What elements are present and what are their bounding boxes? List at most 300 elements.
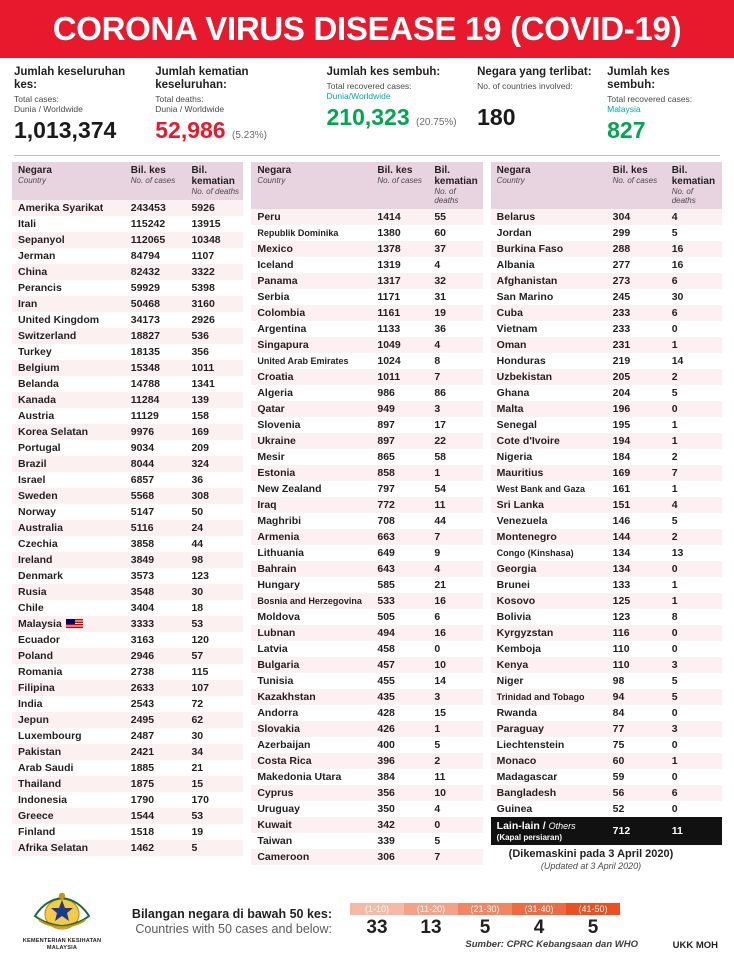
deaths-count: 2926 bbox=[185, 312, 243, 328]
country-name: Cuba bbox=[491, 305, 607, 321]
cases-count: 1544 bbox=[125, 808, 186, 824]
table-header-row bbox=[491, 162, 722, 209]
deaths-count: 308 bbox=[185, 488, 243, 504]
deaths-count: 4 bbox=[666, 497, 722, 513]
table-row bbox=[251, 561, 482, 577]
deaths-count: 1107 bbox=[185, 248, 243, 264]
table-row bbox=[491, 385, 722, 401]
table-row bbox=[491, 529, 722, 545]
table-row bbox=[12, 296, 243, 312]
deaths-count: 98 bbox=[185, 552, 243, 568]
deaths-count: 0 bbox=[666, 769, 722, 785]
table-row bbox=[251, 289, 482, 305]
cases-count: 2946 bbox=[125, 648, 186, 664]
cases-count: 299 bbox=[607, 225, 666, 241]
country-name: Norway bbox=[12, 504, 125, 520]
table-row bbox=[251, 545, 482, 561]
table-row bbox=[12, 280, 243, 296]
deaths-count: 3 bbox=[428, 401, 482, 417]
deaths-count: 24 bbox=[185, 520, 243, 536]
country-name: Cote d'Ivoire bbox=[491, 433, 607, 449]
table-row bbox=[12, 504, 243, 520]
deaths-count: 5926 bbox=[185, 200, 243, 216]
country-name: Taiwan bbox=[251, 833, 371, 849]
cases-count: 1319 bbox=[371, 257, 428, 273]
deaths-count: 72 bbox=[185, 696, 243, 712]
table-row bbox=[251, 849, 482, 865]
table-row bbox=[12, 568, 243, 584]
table-row bbox=[491, 465, 722, 481]
deaths-count: 2 bbox=[666, 369, 722, 385]
cases-count: 77 bbox=[607, 721, 666, 737]
deaths-count: 1 bbox=[666, 593, 722, 609]
country-table-column-2 bbox=[251, 162, 482, 865]
cases-count: 306 bbox=[371, 849, 428, 865]
summary-countries-involved bbox=[477, 66, 603, 149]
country-name: Bolivia bbox=[491, 609, 607, 625]
deaths-count: 15 bbox=[185, 776, 243, 792]
deaths-count: 356 bbox=[185, 344, 243, 360]
deaths-count: 123 bbox=[185, 568, 243, 584]
cases-count: 219 bbox=[607, 353, 666, 369]
deaths-count: 16 bbox=[666, 257, 722, 273]
cases-count: 1380 bbox=[371, 225, 428, 241]
country-name: Ghana bbox=[491, 385, 607, 401]
deaths-count: 30 bbox=[185, 584, 243, 600]
cases-count: 50468 bbox=[125, 296, 186, 312]
cases-count: 116 bbox=[607, 625, 666, 641]
country-name: Armenia bbox=[251, 529, 371, 545]
deaths-count: 21 bbox=[185, 760, 243, 776]
cases-count: 1171 bbox=[371, 289, 428, 305]
moh-logo-block bbox=[0, 890, 118, 952]
summary-title: Jumlah kes sembuh: bbox=[326, 66, 441, 78]
deaths-count: 3 bbox=[666, 657, 722, 673]
country-name: Romania bbox=[12, 664, 125, 680]
country-name: Jordan bbox=[491, 225, 607, 241]
country-name: Montenegro bbox=[491, 529, 607, 545]
cases-count: 2495 bbox=[125, 712, 186, 728]
cases-count: 6857 bbox=[125, 472, 186, 488]
table-row bbox=[491, 689, 722, 705]
table-header-row bbox=[251, 162, 482, 209]
bucket-value: 4 bbox=[533, 917, 545, 938]
country-name: Kyrgyzstan bbox=[491, 625, 607, 641]
header-deaths: Bil. kematian No. of deaths bbox=[185, 162, 243, 200]
table-row bbox=[491, 673, 722, 689]
country-name: China bbox=[12, 264, 125, 280]
table-row bbox=[12, 776, 243, 792]
deaths-count: 0 bbox=[666, 625, 722, 641]
table-body-column-1 bbox=[12, 200, 243, 856]
table-row bbox=[251, 209, 482, 225]
cases-count: 396 bbox=[371, 753, 428, 769]
table-row bbox=[491, 609, 722, 625]
country-name: Monaco bbox=[491, 753, 607, 769]
country-name: Qatar bbox=[251, 401, 371, 417]
cases-count: 400 bbox=[371, 737, 428, 753]
deaths-count: 5 bbox=[185, 840, 243, 856]
deaths-count: 0 bbox=[666, 801, 722, 817]
header-deaths: Bil. kematian No. of deaths bbox=[428, 162, 482, 209]
deaths-count: 62 bbox=[185, 712, 243, 728]
cases-count: 1317 bbox=[371, 273, 428, 289]
cases-count: 1462 bbox=[125, 840, 186, 856]
cases-count: 9034 bbox=[125, 440, 186, 456]
cases-count: 144 bbox=[607, 529, 666, 545]
header-deaths: Bil. kematian No. of deaths bbox=[666, 162, 722, 209]
deaths-count: 11 bbox=[428, 497, 482, 513]
deaths-count: 6 bbox=[428, 609, 482, 625]
bucket-value: 33 bbox=[366, 917, 388, 938]
country-name: Republik Dominika bbox=[251, 225, 371, 241]
country-name: Greece bbox=[12, 808, 125, 824]
deaths-count: 4 bbox=[666, 209, 722, 225]
malaysia-flag-icon bbox=[66, 619, 83, 628]
table-row bbox=[251, 673, 482, 689]
cases-count: 708 bbox=[371, 513, 428, 529]
summary-subtitle bbox=[607, 94, 714, 114]
cases-count: 151 bbox=[607, 497, 666, 513]
table-row bbox=[251, 801, 482, 817]
table-row bbox=[491, 513, 722, 529]
summary-sub2: Dunia/Worldwide bbox=[326, 91, 391, 101]
table-row bbox=[12, 536, 243, 552]
cases-count: 277 bbox=[607, 257, 666, 273]
deaths-count: 1341 bbox=[185, 376, 243, 392]
moh-logo-icon bbox=[29, 890, 95, 936]
country-name: Malaysia bbox=[12, 616, 125, 632]
country-name: Cyprus bbox=[251, 785, 371, 801]
deaths-count: 7 bbox=[428, 369, 482, 385]
deaths-count: 50 bbox=[185, 504, 243, 520]
cases-count: 245 bbox=[607, 289, 666, 305]
country-name: Lithuania bbox=[251, 545, 371, 561]
deaths-count: 0 bbox=[428, 641, 482, 657]
deaths-count: 0 bbox=[666, 561, 722, 577]
bucket-range-label: (11-20) bbox=[404, 903, 458, 915]
deaths-count: 8 bbox=[666, 609, 722, 625]
cases-count: 342 bbox=[371, 817, 428, 833]
deaths-count: 14 bbox=[428, 673, 482, 689]
table-row bbox=[251, 241, 482, 257]
cases-count: 3849 bbox=[125, 552, 186, 568]
table-row bbox=[491, 273, 722, 289]
summary-value bbox=[155, 117, 316, 149]
country-name: Itali bbox=[12, 216, 125, 232]
summary-value bbox=[14, 117, 145, 143]
table-row bbox=[251, 593, 482, 609]
country-name: Switzerland bbox=[12, 328, 125, 344]
country-name: Argentina bbox=[251, 321, 371, 337]
cases-count: 123 bbox=[607, 609, 666, 625]
bucket-range-label: (41-50) bbox=[566, 903, 620, 915]
deaths-count: 5398 bbox=[185, 280, 243, 296]
table-row bbox=[491, 209, 722, 225]
table-row bbox=[12, 392, 243, 408]
footer-label-my: Bilangan negara di bawah 50 kes: bbox=[131, 906, 332, 921]
others-row bbox=[491, 817, 722, 845]
table-row bbox=[12, 248, 243, 264]
country-name: Pakistan bbox=[12, 744, 125, 760]
table-row bbox=[12, 216, 243, 232]
cases-count: 663 bbox=[371, 529, 428, 545]
deaths-count: 1 bbox=[666, 753, 722, 769]
country-name: Guinea bbox=[491, 801, 607, 817]
table-row bbox=[251, 433, 482, 449]
cases-count: 384 bbox=[371, 769, 428, 785]
table-row bbox=[12, 760, 243, 776]
table-row bbox=[12, 664, 243, 680]
country-name: Belarus bbox=[491, 209, 607, 225]
cases-count: 3163 bbox=[125, 632, 186, 648]
table-row bbox=[491, 417, 722, 433]
country-name: Azerbaijan bbox=[251, 737, 371, 753]
cases-count: 986 bbox=[371, 385, 428, 401]
header-cases: Bil. kes No. of cases bbox=[125, 162, 186, 200]
summary-sub1: No. of countries involved: bbox=[477, 81, 573, 91]
table-row bbox=[251, 705, 482, 721]
table-row bbox=[491, 289, 722, 305]
deaths-count: 5 bbox=[666, 385, 722, 401]
deaths-count: 1 bbox=[666, 481, 722, 497]
table-row bbox=[251, 753, 482, 769]
updated-line-my: (Dikemaskini pada 3 April 2020) bbox=[508, 848, 674, 860]
cases-count: 233 bbox=[607, 305, 666, 321]
cases-count: 233 bbox=[607, 321, 666, 337]
cases-count: 59929 bbox=[125, 280, 186, 296]
table-row bbox=[491, 705, 722, 721]
table-row bbox=[251, 529, 482, 545]
table-row bbox=[12, 808, 243, 824]
deaths-count: 9 bbox=[428, 545, 482, 561]
cases-count: 82432 bbox=[125, 264, 186, 280]
table-row bbox=[251, 769, 482, 785]
deaths-count: 19 bbox=[428, 305, 482, 321]
cases-count: 18827 bbox=[125, 328, 186, 344]
deaths-count: 4 bbox=[428, 257, 482, 273]
table-row bbox=[491, 497, 722, 513]
cases-count: 195 bbox=[607, 417, 666, 433]
table-row bbox=[251, 257, 482, 273]
table-row bbox=[491, 401, 722, 417]
table-row bbox=[251, 273, 482, 289]
country-name: Slovenia bbox=[251, 417, 371, 433]
country-name: Kemboja bbox=[491, 641, 607, 657]
others-sublabel: (Kapal persiaran) bbox=[496, 833, 563, 842]
moh-caption-line2: MALAYSIA bbox=[46, 945, 78, 951]
summary-recovered-malaysia bbox=[607, 66, 720, 149]
deaths-count: 1 bbox=[666, 577, 722, 593]
case-range-bucket bbox=[458, 903, 512, 939]
country-name: Bahrain bbox=[251, 561, 371, 577]
table-row bbox=[12, 824, 243, 840]
summary-total-cases bbox=[14, 66, 151, 149]
table-row bbox=[12, 616, 243, 632]
country-name: Thailand bbox=[12, 776, 125, 792]
country-table-column-3 bbox=[491, 162, 722, 865]
header-country: Negara Country bbox=[491, 162, 607, 209]
table-row bbox=[491, 369, 722, 385]
table-header-row bbox=[12, 162, 243, 200]
deaths-count: 6 bbox=[666, 273, 722, 289]
deaths-count: 5 bbox=[666, 673, 722, 689]
case-range-bucket bbox=[404, 903, 458, 939]
summary-sub1: Total deaths: bbox=[155, 94, 204, 104]
cases-count: 5147 bbox=[125, 504, 186, 520]
deaths-count: 44 bbox=[428, 513, 482, 529]
country-name: Paraguay bbox=[491, 721, 607, 737]
cases-count: 288 bbox=[607, 241, 666, 257]
table-row bbox=[491, 241, 722, 257]
deaths-count: 120 bbox=[185, 632, 243, 648]
country-name: Cameroon bbox=[251, 849, 371, 865]
summary-value bbox=[477, 104, 597, 130]
header-cases: Bil. kes No. of cases bbox=[607, 162, 666, 209]
cases-count: 455 bbox=[371, 673, 428, 689]
deaths-count: 58 bbox=[428, 449, 482, 465]
deaths-count: 536 bbox=[185, 328, 243, 344]
table-row bbox=[12, 344, 243, 360]
table-row bbox=[12, 632, 243, 648]
deaths-count: 0 bbox=[666, 705, 722, 721]
summary-number: 827 bbox=[607, 117, 646, 143]
table-row bbox=[12, 472, 243, 488]
country-name: Indonesia bbox=[12, 792, 125, 808]
summary-title: Jumlah kematian keseluruhan: bbox=[155, 66, 249, 91]
table-row bbox=[491, 721, 722, 737]
country-name: Congo (Kinshasa) bbox=[491, 545, 607, 561]
cases-count: 5116 bbox=[125, 520, 186, 536]
table-row bbox=[12, 312, 243, 328]
deaths-count: 6 bbox=[666, 305, 722, 321]
deaths-count: 5 bbox=[666, 513, 722, 529]
country-name: Albania bbox=[491, 257, 607, 273]
cases-count: 11284 bbox=[125, 392, 186, 408]
cases-count: 169 bbox=[607, 465, 666, 481]
country-name: Maghribi bbox=[251, 513, 371, 529]
cases-count: 897 bbox=[371, 433, 428, 449]
country-name: Senegal bbox=[491, 417, 607, 433]
cases-count: 339 bbox=[371, 833, 428, 849]
table-row bbox=[12, 840, 243, 856]
header-cases: Bil. kes No. of cases bbox=[371, 162, 428, 209]
table-row bbox=[491, 481, 722, 497]
table-row bbox=[251, 737, 482, 753]
cases-count: 5568 bbox=[125, 488, 186, 504]
cases-count: 60 bbox=[607, 753, 666, 769]
deaths-count: 11 bbox=[428, 769, 482, 785]
cases-count: 505 bbox=[371, 609, 428, 625]
deaths-count: 158 bbox=[185, 408, 243, 424]
country-name: Perancis bbox=[12, 280, 125, 296]
country-name: Arab Saudi bbox=[12, 760, 125, 776]
table-row bbox=[491, 353, 722, 369]
cases-count: 1024 bbox=[371, 353, 428, 369]
country-name: Colombia bbox=[251, 305, 371, 321]
country-name: Latvia bbox=[251, 641, 371, 657]
deaths-count: 7 bbox=[428, 849, 482, 865]
table-row bbox=[251, 577, 482, 593]
country-tables bbox=[0, 156, 734, 865]
cases-count: 426 bbox=[371, 721, 428, 737]
cases-count: 9976 bbox=[125, 424, 186, 440]
page-header bbox=[0, 0, 734, 58]
table-row bbox=[12, 200, 243, 216]
country-name: Peru bbox=[251, 209, 371, 225]
case-range-bucket bbox=[566, 903, 620, 939]
cases-count: 94 bbox=[607, 689, 666, 705]
table-row bbox=[251, 401, 482, 417]
country-name: Slovakia bbox=[251, 721, 371, 737]
country-name: Venezuela bbox=[491, 513, 607, 529]
bucket-range-label: (1-10) bbox=[350, 903, 404, 915]
deaths-count: 10 bbox=[428, 657, 482, 673]
header-country: Negara Country bbox=[12, 162, 125, 200]
country-name: Ireland bbox=[12, 552, 125, 568]
table-row bbox=[12, 488, 243, 504]
country-name: United Arab Emirates bbox=[251, 353, 371, 369]
table-row bbox=[12, 584, 243, 600]
table-row bbox=[251, 481, 482, 497]
summary-sub1: Total recovered cases: bbox=[326, 81, 412, 91]
country-name: Bangladesh bbox=[491, 785, 607, 801]
country-name: Rwanda bbox=[491, 705, 607, 721]
summary-subtitle bbox=[327, 81, 468, 101]
deaths-count: 54 bbox=[428, 481, 482, 497]
deaths-count: 3160 bbox=[185, 296, 243, 312]
deaths-count: 4 bbox=[428, 561, 482, 577]
country-name: Honduras bbox=[491, 353, 607, 369]
cases-count: 273 bbox=[607, 273, 666, 289]
cases-count: 3404 bbox=[125, 600, 186, 616]
table-row bbox=[491, 737, 722, 753]
country-name: Iraq bbox=[251, 497, 371, 513]
bucket-value: 5 bbox=[587, 917, 599, 938]
country-name: Iceland bbox=[251, 257, 371, 273]
table-row bbox=[491, 785, 722, 801]
country-table-column-1 bbox=[12, 162, 243, 865]
table-row bbox=[12, 552, 243, 568]
cases-count: 133 bbox=[607, 577, 666, 593]
cases-count: 184 bbox=[607, 449, 666, 465]
summary-number: 180 bbox=[477, 104, 516, 130]
table-row bbox=[12, 408, 243, 424]
table-row bbox=[251, 609, 482, 625]
table-row bbox=[491, 545, 722, 561]
country-name: Nigeria bbox=[491, 449, 607, 465]
country-name: Finland bbox=[12, 824, 125, 840]
country-name: Turkey bbox=[12, 344, 125, 360]
summary-percent: (20.75%) bbox=[416, 117, 457, 128]
table-row bbox=[251, 513, 482, 529]
table-row bbox=[251, 497, 482, 513]
deaths-count: 10 bbox=[428, 785, 482, 801]
deaths-count: 30 bbox=[666, 289, 722, 305]
cases-count: 797 bbox=[371, 481, 428, 497]
deaths-count: 10348 bbox=[185, 232, 243, 248]
cases-count: 196 bbox=[607, 401, 666, 417]
cases-count: 1011 bbox=[371, 369, 428, 385]
summary-number: 1,013,374 bbox=[14, 117, 117, 143]
country-name: Ukraine bbox=[251, 433, 371, 449]
cases-count: 1414 bbox=[371, 209, 428, 225]
summary-subtitle bbox=[477, 81, 597, 101]
summary-total-recovered-world bbox=[327, 66, 474, 149]
country-name: Madagascar bbox=[491, 769, 607, 785]
table-row bbox=[12, 264, 243, 280]
cases-count: 3573 bbox=[125, 568, 186, 584]
